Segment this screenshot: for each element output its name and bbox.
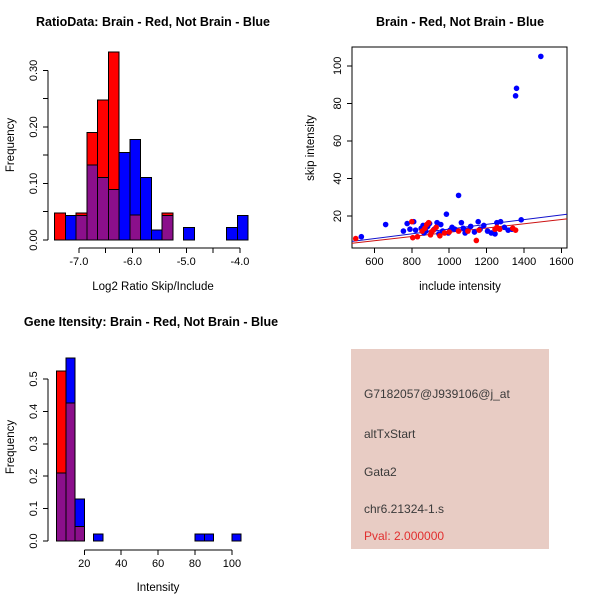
x-tick-label: 40 [115,558,128,570]
ratio-histogram-ylabel: Frequency [5,117,17,173]
scatter-point [518,217,524,223]
probe-id-text: G7182057@J939106@j_at [364,387,510,401]
y-tick-label: 0.30 [28,59,40,82]
x-tick-label: 100 [222,558,242,570]
scatter-point [446,229,452,235]
scatter-title: Brain - Red, Not Brain - Blue [375,15,545,29]
histogram-bar [195,534,204,541]
scatter-point [444,211,450,217]
scatter-xlabel: include intensity [419,281,501,293]
y-tick-label: 0.4 [28,403,40,419]
scatter-point [513,227,519,233]
histogram-bar [65,216,76,240]
x-tick-label: 20 [78,558,91,570]
gene-histogram-xlabel: Intensity [136,582,180,594]
scatter-point [538,54,544,60]
histogram-bar-overlap [98,177,109,240]
location-text: chr6.21324-1.s [364,502,445,516]
scatter-ylabel: skip intensity [305,115,317,181]
x-tick-label: 80 [188,558,202,570]
scatter-point [442,230,448,236]
histogram-bar-overlap [57,473,66,541]
histogram-bar-overlap [108,190,119,240]
scatter-point [359,234,365,240]
histogram-bar-overlap [66,403,75,541]
gene-name-text: Gata2 [364,465,397,479]
scatter-point [456,193,462,199]
y-tick-label: 0.10 [28,172,40,195]
histogram-bar-overlap [76,216,87,240]
ratio-histogram-plot-area [28,52,249,268]
scatter-point [383,222,389,228]
x-tick-label: 60 [151,558,165,570]
scatter-plot-area [332,47,574,268]
x-tick-label: -6.0 [123,256,143,268]
scatter-point [433,225,439,231]
scatter-point [353,236,359,242]
y-tick-label: 40 [332,172,344,185]
histogram-bar [55,213,66,240]
scatter-point [413,227,419,233]
histogram-bar [184,228,195,240]
x-tick-label: 1200 [474,256,499,268]
y-tick-label: 0.3 [28,436,40,452]
scatter-point [459,220,465,226]
splice-event-text: altTxStart [364,427,416,441]
scatter-point [409,219,415,225]
y-tick-label: 0.00 [28,229,40,251]
histogram-bar [141,177,152,240]
gene-histogram-ylabel: Frequency [5,419,17,475]
panel-ratio-histogram [0,0,300,300]
scatter-point [475,219,481,225]
scatter-point [514,86,520,92]
x-tick-label: -5.0 [176,256,196,268]
x-tick-label: -7.0 [69,256,89,268]
histogram-bar [119,152,130,240]
histogram-bar [151,230,162,240]
histogram-bar-overlap [162,216,173,240]
gene-histogram-plot-area [28,358,241,570]
histogram-bar-overlap [75,526,84,541]
scatter-point [468,224,474,230]
not-brain-fit-line [352,214,567,241]
y-tick-label: 0.2 [28,468,40,484]
x-tick-label: 600 [365,256,384,268]
scatter-point [410,235,416,241]
intensity-scatter-chart [300,0,600,300]
x-tick-label: 1000 [436,256,462,268]
pval-text: Pval: 2.000000 [364,529,445,543]
y-tick-label: 0.1 [28,500,40,517]
histogram-bar [204,534,213,541]
scatter-point [415,234,421,240]
scatter-point [498,219,504,225]
scatter-point [513,93,519,99]
y-tick-label: 80 [332,97,344,110]
y-tick-label: 60 [332,134,344,148]
histogram-bar [94,534,103,541]
scatter-point [401,228,407,234]
gene-histogram-title: Gene Itensity: Brain - Red, Not Brain - Blue [23,315,279,329]
scatter-point [438,222,444,228]
y-tick-label: 0.20 [28,116,40,138]
scatter-point [426,220,432,226]
histogram-bar-overlap [87,165,98,240]
y-tick-label: 0.0 [28,533,40,549]
gene-histogram-chart [0,300,300,600]
x-tick-label: 1600 [549,256,574,268]
ratio-histogram-title: RatioData: Brain - Red, Not Brain - Blue [35,15,271,29]
panel-gene-histogram [0,300,300,600]
x-tick-label: 1400 [511,256,537,268]
x-tick-label: -4.0 [230,256,250,268]
scatter-point [407,226,413,232]
panel-intensity-scatter [300,0,600,300]
scatter-point [476,227,482,233]
scatter-point [456,228,462,234]
y-tick-label: 0.5 [28,371,40,387]
histogram-bar-overlap [130,215,141,240]
scatter-point [474,238,480,244]
scatter-point [465,228,471,234]
scatter-point [481,223,487,229]
ratio-histogram-chart [0,0,300,300]
y-tick-label: 20 [332,209,344,223]
scatter-point [437,233,443,239]
gene-info-box [351,349,549,549]
scatter-point [497,226,503,232]
panel-gene-info [300,300,600,600]
histogram-bar [237,216,248,240]
histogram-bar [232,534,241,541]
ratio-histogram-xlabel: Log2 Ratio Skip/Include [92,281,214,293]
y-tick-label: 100 [332,56,344,75]
histogram-bar [227,228,238,240]
x-tick-label: 800 [402,256,422,268]
